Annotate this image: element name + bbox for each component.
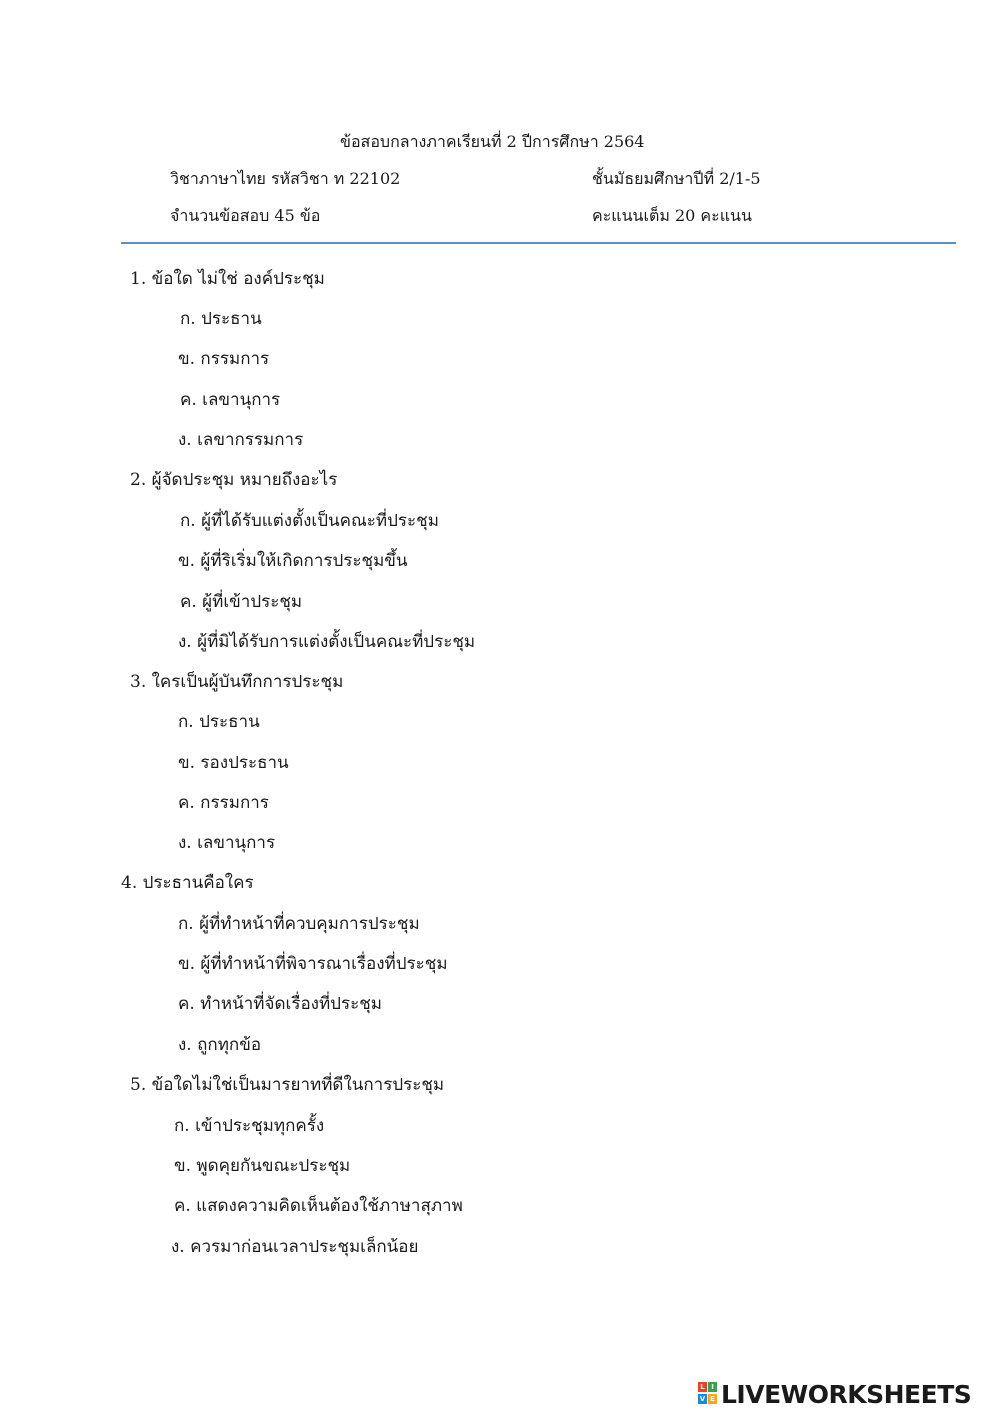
q1-option-a[interactable]: ก. ประธาน [180, 309, 262, 329]
question-5: 5. ข้อใดไม่ใช่เป็นมารยาทที่ดีในการประชุม [130, 1075, 445, 1095]
q3-option-b[interactable]: ข. รองประธาน [178, 753, 289, 773]
logo-mark-e: E [708, 1394, 717, 1404]
question-3: 3. ใครเป็นผู้บันทึกการประชุม [130, 672, 344, 692]
logo-mark-l: L [698, 1382, 707, 1392]
q5-option-d[interactable]: ง. ควรมาก่อนเวลาประชุมเล็กน้อย [171, 1237, 419, 1257]
q5-option-b[interactable]: ข. พูดคุยกันขณะประชุม [174, 1156, 351, 1176]
q1-option-d[interactable]: ง. เลขากรรมการ [178, 430, 304, 450]
question-4: 4. ประธานคือใคร [121, 873, 254, 893]
q3-option-c[interactable]: ค. กรรมการ [178, 793, 269, 813]
q2-option-d[interactable]: ง. ผู้ที่มิได้รับการแต่งตั้งเป็นคณะที่ประชุม [178, 632, 476, 652]
logo-mark-v: V [699, 1395, 706, 1403]
exam-title: ข้อสอบกลางภาคเรียนที่ 2 ปีการศึกษา 2564 [340, 132, 645, 151]
full-score: คะแนนเต็ม 20 คะแนน [592, 206, 752, 225]
question-1: 1. ข้อใด ไม่ใช่ องค์ประชุม [130, 269, 325, 289]
grade-line: ชั้นมัธยมศึกษาปีที่ 2/1-5 [592, 169, 761, 188]
q3-option-d[interactable]: ง. เลขานุการ [178, 833, 276, 853]
q2-option-b[interactable]: ข. ผู้ที่ริเริ่มให้เกิดการประชุมขึ้น [178, 551, 408, 571]
logo-mark-i: I [708, 1382, 717, 1392]
question-count: จำนวนข้อสอบ 45 ข้อ [170, 206, 321, 225]
q4-option-b[interactable]: ข. ผู้ที่ทำหน้าที่พิจารณาเรื่องที่ประชุม [178, 954, 448, 974]
q2-option-c[interactable]: ค. ผู้ที่เข้าประชุม [180, 592, 303, 612]
q2-option-a[interactable]: ก. ผู้ที่ได้รับแต่งตั้งเป็นคณะที่ประชุม [180, 511, 439, 531]
q4-option-d[interactable]: ง. ถูกทุกข้อ [178, 1035, 262, 1055]
subject-line: วิชาภาษาไทย รหัสวิชา ท 22102 [170, 169, 401, 188]
q1-option-c[interactable]: ค. เลขานุการ [180, 390, 281, 410]
q4-option-c[interactable]: ค. ทำหน้าที่จัดเรื่องที่ประชุม [178, 994, 382, 1014]
liveworksheets-logo [698, 1380, 971, 1408]
q4-option-a[interactable]: ก. ผู้ที่ทำหน้าที่ควบคุมการประชุม [178, 914, 420, 934]
logo-text: LIVEWORKSHEETS [721, 1379, 972, 1409]
header-divider [121, 242, 956, 244]
logo-mark-icon [698, 1382, 718, 1406]
question-2: 2. ผู้จัดประชุม หมายถึงอะไร [130, 470, 338, 490]
q3-option-a[interactable]: ก. ประธาน [178, 712, 260, 732]
q5-option-a[interactable]: ก. เข้าประชุมทุกครั้ง [174, 1116, 325, 1136]
q5-option-c[interactable]: ค. แสดงความคิดเห็นต้องใช้ภาษาสุภาพ [174, 1196, 463, 1216]
q1-option-b[interactable]: ข. กรรมการ [178, 349, 270, 369]
